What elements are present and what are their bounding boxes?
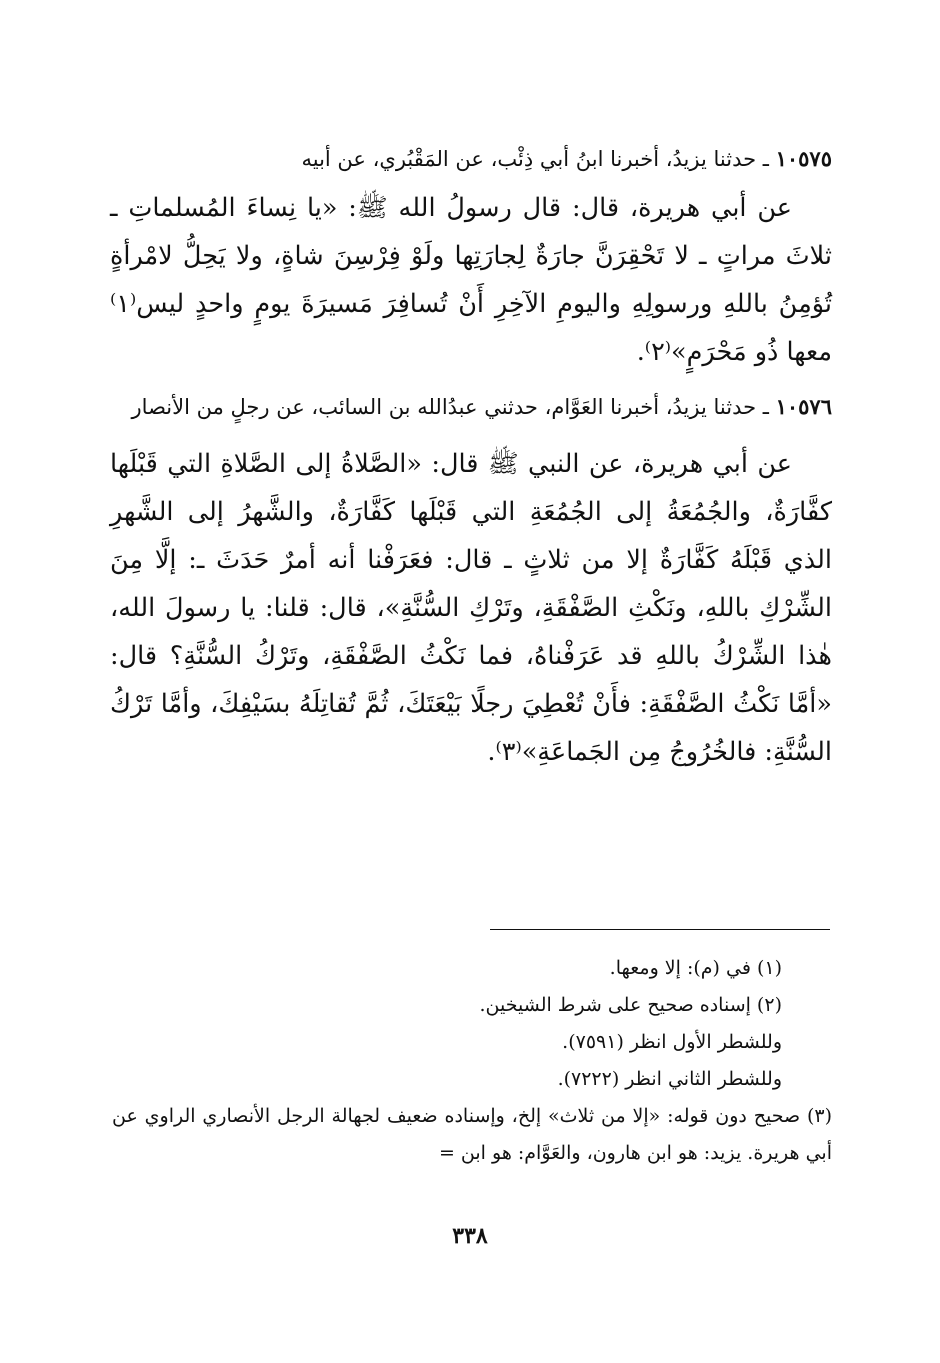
footnote-2-ref-b: وللشطر الثاني انظر (٧٢٢٢). [557,1068,782,1090]
hadith-2-number: ١٠٥٧٦ [775,394,832,419]
page-number: ٣٣٨ [452,1223,488,1249]
hadith-1-number: ١٠٥٧٥ [775,146,832,171]
hadith-2-text: عن أبي هريرة، عن النبي ﷺ قال: «الصَّلاةُ إلى الصَّلاةِ التي قَبْلَها كفَّارَةٌ، والجُمُعَةُ إلى الجُمُعَةِ التي قَبْلَها كَفَّارَةٌ، والشَّهرُ إلى الشَّهرِ الذي قَبْلَهُ كَفَّارَةٌ إلا من ثلاثٍ ـ قال: فعَرَفْنا أنه أمرٌ حَدَثَ ـ: إلَّا مِنَ الشِّرْكِ باللهِ، ونَكْثِ الصَّفْقَةِ، وتَرْكِ السُّنَّةِ»، قال: قلنا: يا رسولَ الله، هٰذا الشِّرْكُ باللهِ قد عَرَفْناهُ، فما نَكْثُ الصَّفْقَةِ، وتَرْكُ السُّنَّةِ؟ قال: «أمَّا نَكْثُ الصَّفْقَةِ: فأَنْ تُعْطِيَ رجلًا بَيْعَتَكَ، ثُمَّ تُقاتِلَهُ بسَيْفِكَ، وأمَّا تَرْكُ السُّنَّةِ: فالخُرُوجُ مِن الجَماعَةِ»⁽٣⁾. [110,449,832,767]
footnote-2-ref-a: وللشطر الأول انظر (٧٥٩١). [562,1031,782,1053]
hadith-2-chain-text: ـ حدثنا يزيدُ، أخبرنا العَوَّام، حدثني عبدُالله بن السائب، عن رجلٍ من الأنصار [131,395,769,419]
footnote-3: (٣) صحيح دون قوله: «إلا من ثلاث» إلخ، وإسناده ضعيف لجهالة الرجل الأنصاري الراوي عن أبي هريرة. يزيد: هو ابن هارون، والعَوَّام: هو ابن = [112,1105,832,1164]
footnote-1: (١) في (م): إلا ومعها. [609,957,782,979]
hadith-1-chain [110,140,832,178]
footnote-separator [490,929,830,930]
hadith-1-chain-text: ـ حدثنا يزيدُ، أخبرنا ابنُ أبي ذِئْب، عن المَقْبُري، عن أبيه [301,147,769,171]
footnotes [112,950,832,1172]
footnote-2: (٢) إسناده صحيح على شرط الشيخين. [479,994,782,1016]
main-text [110,140,832,776]
hadith-2-chain [110,388,832,426]
hadith-1-text: عن أبي هريرة، قال: قال رسولُ الله ﷺ: «يا نِساءَ المُسلماتِ ـ ثلاثَ مراتٍ ـ لا تَحْقِرَنَّ جارَةٌ لِجارَتِها ولَوْ فِرْسِنَ شاةٍ، ولا يَحِلُّ لامْرأةٍ تُؤمِنُ باللهِ ورسولِهِ واليومِ الآخِرِ أَنْ تُسافِرَ مَسيرَةَ يومٍ واحدٍ ليس⁽١⁾ معها ذُو مَحْرَمٍ»⁽٢⁾. [110,193,832,367]
